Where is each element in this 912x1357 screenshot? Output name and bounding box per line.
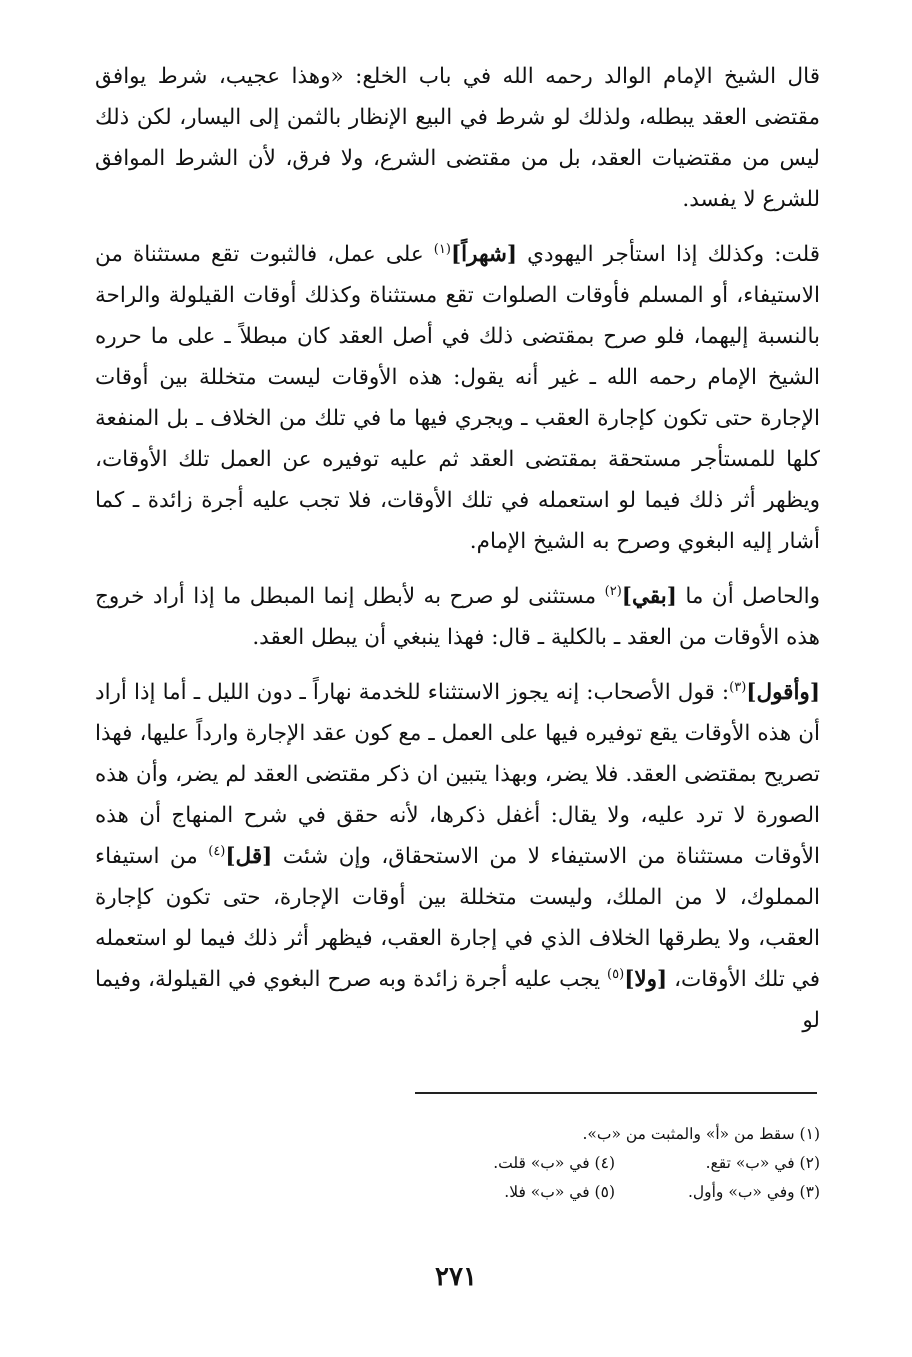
footnote-row-2	[400, 1149, 820, 1178]
footnote-3: (٣) وفي «ب» وأول.	[687, 1183, 820, 1201]
footnote-reference: (٥)	[607, 966, 625, 982]
footnote-reference: (٤)	[208, 843, 226, 859]
text-run: قلت: وكذلك إذا استأجر اليهودي	[517, 242, 820, 267]
paragraph-4	[95, 672, 820, 1041]
footnote-reference: (٣)	[729, 679, 747, 695]
footnote-5: (٥) في «ب» فلا.	[504, 1183, 615, 1201]
text-run: على عمل، فالثبوت تقع مستثناة من الاستيفاء، أو المسلم فأوقات الصلوات تقع مستثناة وكذلك أوقات القيلولة والراحة بالنسبة إليهما، فلو صرح بمقتضى ذلك في أصل العقد كان مبطلاً ـ على ما حرره الشيخ الإمام رحمه الله ـ غير أنه يقول: هذه الأوقات ليست متخللة بين أوقات الإجارة حتى تكون كإجارة العقب ـ ويجري فيها ما في تلك من الخلاف ـ بل المنفعة كلها للمستأجر مستحقة بمقتضى العقد ثم عليه توفيره عن العمل تلك الأوقات، ويظهر أثر ذلك فيما لو استعمله في تلك الأوقات، فلا تجب عليه أجرة زائدة ـ كما أشار إليه البغوي وصرح به الشيخ الإمام.	[95, 242, 820, 554]
bracketed-insertion: [ولا]	[624, 967, 668, 992]
text-run: من استيفاء المملوك، لا من الملك، وليست متخللة بين أوقات الإجارة، حتى تكون كإجارة العقب، ولا يطرقها الخلاف الذي في إجارة العقب، فيظهر أثر ذلك فيما لو استعمله في تلك الأوقات،	[95, 844, 820, 992]
footnote-1: (١) سقط من «أ» والمثبت من «ب».	[582, 1125, 820, 1143]
main-text	[95, 56, 820, 1055]
footnote-reference: (١)	[433, 241, 451, 257]
paragraph-1	[95, 56, 820, 220]
bracketed-insertion: [وأقول]	[746, 680, 820, 705]
footnote-divider	[415, 1092, 817, 1094]
bracketed-insertion: [شهراً]	[450, 242, 518, 267]
footnote-2: (٢) في «ب» تقع.	[705, 1154, 820, 1172]
page-number: ٢٧١	[435, 1262, 477, 1292]
text-run: والحاصل أن ما	[676, 584, 820, 609]
paragraph-3	[95, 576, 820, 658]
text-run: مستثنى لو صرح به لأبطل إنما المبطل ما إذا أراد خروج هذه الأوقات من العقد ـ بالكلية ـ قال: فهذا ينبغي أن يبطل العقد.	[95, 584, 820, 650]
text-run: قال الشيخ الإمام الوالد رحمه الله في باب الخلع: «وهذا عجيب، شرط يوافق مقتضى العقد يبطله، ولذلك لو شرط في البيع الإنظار بالثمن إلى اليسار، لكن ذلك ليس من مقتضيات العقد، بل من مقتضى الشرع، ولا فرق، لأن الشرط الموافق للشرع لا يفسد.	[95, 64, 820, 212]
footnote-row-3	[400, 1178, 820, 1207]
bracketed-insertion: [قل]	[225, 844, 273, 869]
paragraph-2	[95, 234, 820, 562]
footnote-4: (٤) في «ب» قلت.	[493, 1154, 615, 1172]
text-run: : قول الأصحاب: إنه يجوز الاستثناء للخدمة نهاراً ـ دون الليل ـ أما إذا أراد أن هذه الأوقات يقع توفيره فيها على العمل ـ مع كون عقد الإجارة وارداً عليها، فهذا تصريح بمقتضى العقد. فلا يضر، وبهذا يتبين ان ذكر مقتضى العقد لم يضر، وأن هذه الصورة لا ترد عليه، ولا يقال: أغفل ذكرها، لأنه حقق في شرح المنهاج أن هذه الأوقات مستثناة من الاستيفاء لا من الاستحقاق، وإن شئت	[95, 680, 820, 869]
footnote-row-1	[400, 1120, 820, 1149]
text-run: يجب عليه أجرة زائدة وبه صرح البغوي في القيلولة، وفيما لو	[95, 967, 820, 1033]
footnotes	[400, 1120, 820, 1207]
bracketed-insertion: [بقي]	[621, 584, 677, 609]
footnote-reference: (٢)	[604, 583, 622, 599]
